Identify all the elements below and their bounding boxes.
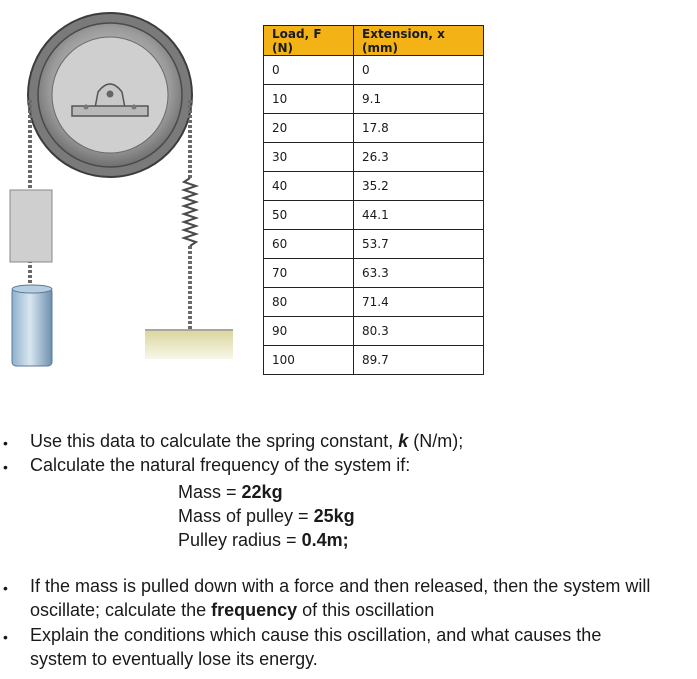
extension-cell: 35.2 (354, 172, 484, 201)
header-extension: Extension, x (mm) (354, 26, 484, 56)
bullet-oscillation-line1: If the mass is pulled down with a force and then released, then the system will (30, 576, 651, 596)
extension-cell: 71.4 (354, 288, 484, 317)
load-cell: 0 (264, 56, 354, 85)
spring (184, 178, 196, 246)
extension-cell: 44.1 (354, 201, 484, 230)
table-header-row (264, 26, 484, 56)
extension-cell: 89.7 (354, 346, 484, 375)
given-pulley-mass: Mass of pulley = 25kg (178, 506, 355, 526)
extension-cell: 0 (354, 56, 484, 85)
load-cell: 90 (264, 317, 354, 346)
pulley-wheel (28, 13, 192, 177)
bullet-energy-line2: system to eventually lose its energy. (30, 649, 318, 669)
table-row (264, 56, 484, 85)
table-row (264, 317, 484, 346)
extension-cell: 63.3 (354, 259, 484, 288)
load-cell: 30 (264, 143, 354, 172)
table-row (264, 143, 484, 172)
table-row (264, 259, 484, 288)
bullet-point: • (3, 459, 8, 475)
given-pulley-radius: Pulley radius = 0.4m; (178, 530, 349, 550)
ground-anchor (145, 329, 233, 359)
load-cell: 10 (264, 85, 354, 114)
load-cell: 40 (264, 172, 354, 201)
extension-cell: 80.3 (354, 317, 484, 346)
header-load: Load, F (N) (264, 26, 354, 56)
table-row (264, 172, 484, 201)
extension-cell: 53.7 (354, 230, 484, 259)
given-mass: Mass = 22kg (178, 482, 283, 502)
bullet-oscillation-line2: oscillate; calculate the frequency of this oscillation (30, 600, 435, 620)
extension-cell: 9.1 (354, 85, 484, 114)
mass-cylinder (12, 288, 52, 366)
table-row (264, 230, 484, 259)
table-row (264, 85, 484, 114)
table-row (264, 288, 484, 317)
load-cell: 70 (264, 259, 354, 288)
symbol-k: k (398, 431, 409, 451)
grey-block (10, 190, 52, 262)
bullet-point: • (3, 629, 8, 645)
load-cell: 50 (264, 201, 354, 230)
bullet-spring-constant: Use this data to calculate the spring constant, k (N/m); (30, 431, 464, 451)
load-cell: 100 (264, 346, 354, 375)
load-cell: 60 (264, 230, 354, 259)
extension-cell: 17.8 (354, 114, 484, 143)
table-row (264, 201, 484, 230)
bullet-natural-frequency: Calculate the natural frequency of the system if: (30, 455, 411, 475)
bullet-energy-line1: Explain the conditions which cause this oscillation, and what causes the (30, 625, 602, 645)
extension-cell: 26.3 (354, 143, 484, 172)
load-cell: 80 (264, 288, 354, 317)
bullet-point: • (3, 580, 8, 596)
pulley-system-diagram (0, 0, 260, 380)
table-row (264, 114, 484, 143)
load-extension-table (263, 25, 484, 375)
table-row (264, 346, 484, 375)
load-cell: 20 (264, 114, 354, 143)
bullet-point: • (3, 435, 8, 451)
